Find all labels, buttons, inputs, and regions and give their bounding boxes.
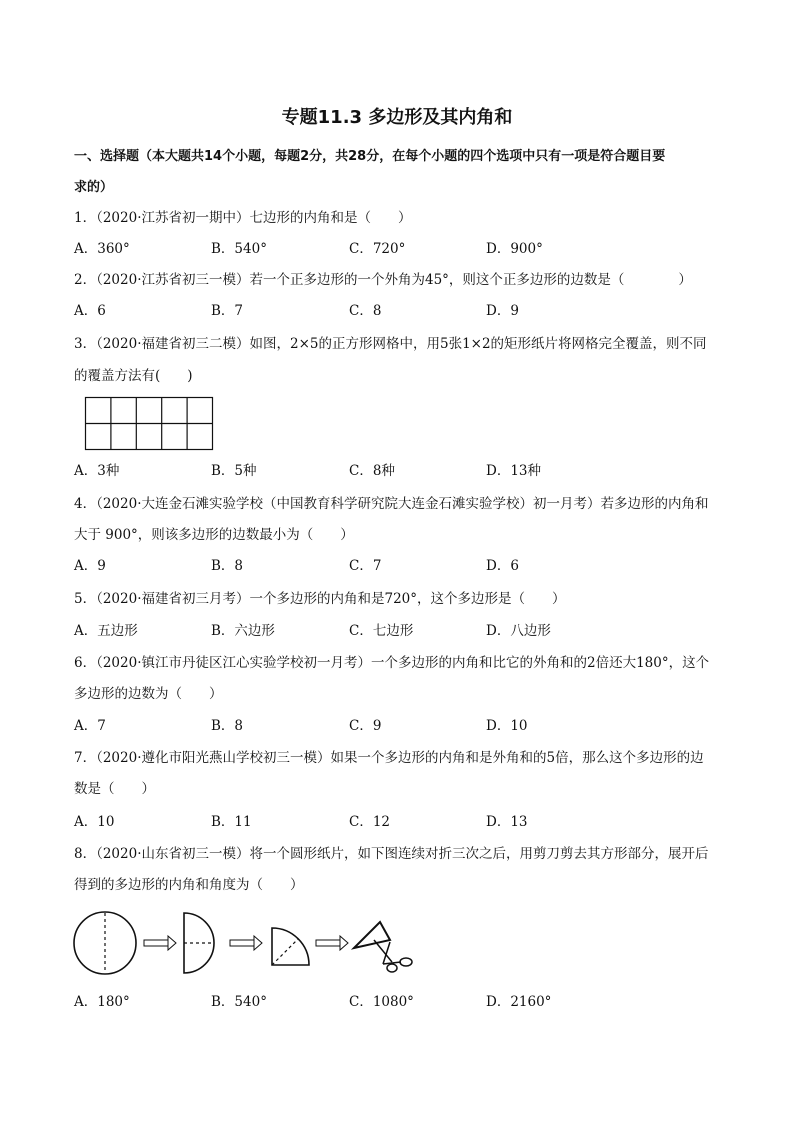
question-6-text-line2: 多边形的边数为（ ） (74, 686, 223, 702)
question-7-option-a[interactable]: A．10 (74, 814, 115, 830)
page-title: 专题11.3 多边形及其内角和 (281, 107, 513, 128)
question-8-text-line2: 得到的多边形的内角和角度为（ ） (74, 877, 304, 893)
grid-figure (85, 397, 215, 451)
question-3-text-line2: 的覆盖方法有( ) (74, 368, 193, 384)
question-2-option-d[interactable]: D．9 (486, 303, 519, 319)
question-2-option-b[interactable]: B．7 (211, 303, 244, 319)
question-6-option-c[interactable]: C．9 (349, 718, 382, 734)
question-6-text-line1: 6．（2020·镇江市丹徒区江心实验学校初一月考）一个多边形的内角和比它的外角和的2倍还大180°，这个 (74, 655, 710, 671)
question-1-option-b[interactable]: B．540° (211, 241, 267, 257)
arrow-1 (144, 936, 176, 950)
arrow-2 (230, 936, 262, 950)
section-heading-line2: 求的） (74, 180, 114, 195)
question-5-option-c[interactable]: C．七边形 (349, 623, 414, 639)
question-3-option-c[interactable]: C．8种 (349, 463, 395, 479)
question-4-option-d[interactable]: D．6 (486, 558, 519, 574)
question-3-option-b[interactable]: B．5种 (211, 463, 257, 479)
question-4-option-c[interactable]: C．7 (349, 558, 382, 574)
arrow-3 (316, 936, 348, 950)
question-4-option-a[interactable]: A．9 (74, 558, 106, 574)
question-5-option-d[interactable]: D．八边形 (486, 623, 551, 639)
question-6-option-b[interactable]: B．8 (211, 718, 244, 734)
question-7-option-b[interactable]: B．11 (211, 814, 252, 830)
question-8-option-b[interactable]: B．540° (211, 994, 267, 1010)
question-8-option-c[interactable]: C．1080° (349, 994, 414, 1010)
question-7-text-line2: 数是（ ） (74, 781, 155, 797)
question-3-option-d[interactable]: D．13种 (486, 463, 542, 479)
question-6-option-a[interactable]: A．7 (74, 718, 106, 734)
question-8-option-a[interactable]: A．180° (74, 994, 130, 1010)
question-7-option-c[interactable]: C．12 (349, 814, 391, 830)
question-3-option-a[interactable]: A．3种 (74, 463, 120, 479)
question-6-option-d[interactable]: D．10 (486, 718, 528, 734)
question-5-option-b[interactable]: B．六边形 (211, 623, 275, 639)
question-8-option-d[interactable]: D．2160° (486, 994, 552, 1010)
scissors-icon (374, 940, 412, 972)
question-4-text-line1: 4．（2020·大连金石滩实验学校（中国教育科学研究院大连金石滩实验学校）初一月考）若多边形的内角和 (74, 496, 709, 512)
question-1-option-c[interactable]: C．720° (349, 241, 406, 257)
question-7-option-d[interactable]: D．13 (486, 814, 528, 830)
question-4-option-b[interactable]: B．8 (211, 558, 244, 574)
question-8-text-line1: 8．（2020·山东省初三一模）将一个圆形纸片，如下图连续对折三次之后，用剪刀剪去其方形部分，展开后 (74, 846, 709, 862)
question-1-option-a[interactable]: A．360° (74, 241, 130, 257)
question-2-option-a[interactable]: A．6 (74, 303, 106, 319)
question-2-text: 2．（2020·江苏省初三一模）若一个正多边形的一个外角为45°，则这个正多边形的边数是（ ） (74, 272, 692, 288)
question-7-text-line1: 7．（2020·遵化市阳光燕山学校初三一模）如果一个多边形的内角和是外角和的5倍，那么这个多边形的边 (74, 750, 704, 766)
question-5-text: 5．（2020·福建省初三月考）一个多边形的内角和是720°，这个多边形是（ ） (74, 591, 566, 607)
question-3-text-line1: 3．（2020·福建省初三二模）如图，2×5的正方形网格中，用5张1×2的矩形纸片将网格完全覆盖，则不同 (74, 336, 707, 352)
question-5-option-a[interactable]: A．五边形 (74, 623, 138, 639)
question-1-option-d[interactable]: D．900° (486, 241, 543, 257)
fold-quarter-dashed-line (272, 939, 298, 965)
question-2-option-c[interactable]: C．8 (349, 303, 382, 319)
question-4-text-line2: 大于 900°，则该多边形的边数最小为（ ） (74, 527, 354, 543)
section-heading-line1: 一、选择题（本大题共14个小题，每题2分，共28分，在每个小题的四个选项中只有一项是符合题目要 (74, 149, 666, 164)
fold-triangle (354, 922, 390, 948)
fold-figure (72, 910, 417, 980)
question-1-text: 1．（2020·江苏省初一期中）七边形的内角和是（ ） (74, 210, 412, 226)
